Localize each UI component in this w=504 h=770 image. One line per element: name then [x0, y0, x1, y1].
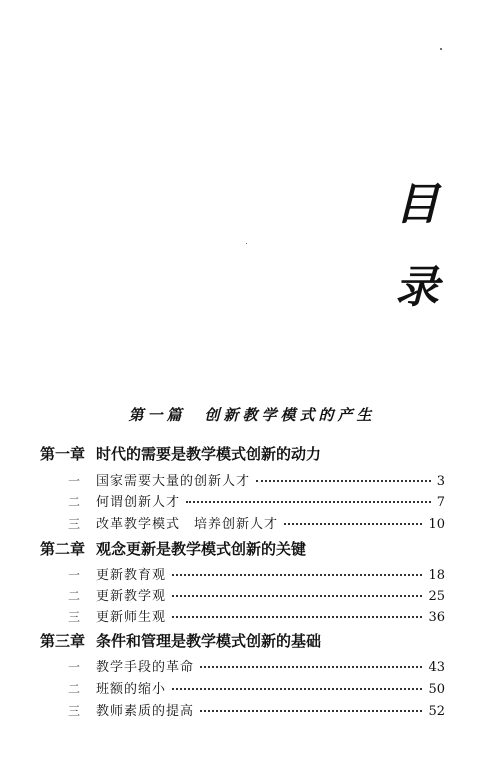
- entry-page-number: 43: [428, 660, 445, 675]
- scan-speck: [246, 243, 247, 244]
- chapter-title: 观念更新是教学模式创新的关键: [96, 540, 307, 558]
- dot-leader: [172, 616, 422, 618]
- dot-leader: [200, 666, 422, 668]
- entry-text: 何谓创新人才: [96, 495, 181, 510]
- dot-leader: [256, 480, 431, 482]
- toc-entry[interactable]: [68, 513, 445, 532]
- dot-leader: [172, 688, 422, 690]
- entry-text: 教学手段的革命: [96, 660, 195, 675]
- entry-page-number: 25: [428, 589, 445, 604]
- toc-entry[interactable]: [68, 564, 445, 583]
- dot-leader: [172, 595, 422, 597]
- chapter-number: 第二章: [40, 540, 86, 558]
- page-title-char-1: 目: [395, 179, 439, 230]
- entry-text: 更新师生观: [96, 610, 167, 625]
- scan-speck: [440, 48, 442, 50]
- entry-page-number: 36: [428, 610, 445, 625]
- toc-entry[interactable]: [68, 470, 445, 489]
- entry-number: 一: [68, 660, 81, 674]
- toc-entry[interactable]: [68, 585, 445, 604]
- entry-number: 一: [68, 568, 81, 582]
- entry-page-number: 52: [428, 704, 445, 719]
- dot-leader: [172, 574, 422, 576]
- entry-number: 三: [68, 517, 81, 531]
- dot-leader: [186, 501, 431, 503]
- part-title: 第一篇 创新教学模式的产生: [128, 406, 376, 424]
- entry-text: 改革教学模式 培养创新人才: [96, 517, 279, 532]
- chapter-title: 条件和管理是教学模式创新的基础: [96, 632, 322, 650]
- chapter-title: 时代的需要是教学模式创新的动力: [96, 445, 322, 463]
- entry-text: 国家需要大量的创新人才: [96, 474, 251, 489]
- chapter-heading[interactable]: [40, 630, 460, 651]
- entry-page-number: 18: [428, 568, 445, 583]
- entry-text: 更新教学观: [96, 589, 167, 604]
- page-title-char-2: 录: [395, 262, 439, 313]
- entry-page-number: 7: [436, 495, 445, 510]
- toc-entry[interactable]: [68, 678, 445, 697]
- entry-number: 二: [68, 682, 81, 696]
- toc-entry[interactable]: [68, 700, 445, 719]
- toc-entry[interactable]: [68, 656, 445, 675]
- dot-leader: [284, 523, 422, 525]
- entry-text: 班额的缩小: [96, 682, 167, 697]
- entry-number: 三: [68, 704, 81, 718]
- entry-number: 二: [68, 589, 81, 603]
- entry-page-number: 50: [428, 682, 445, 697]
- entry-page-number: 10: [428, 517, 445, 532]
- chapter-number: 第三章: [40, 632, 86, 650]
- entry-text: 更新教育观: [96, 568, 167, 583]
- entry-number: 三: [68, 610, 81, 624]
- entry-number: 二: [68, 495, 81, 509]
- toc-entry[interactable]: [68, 491, 445, 510]
- dot-leader: [200, 710, 422, 712]
- entry-text: 教师素质的提高: [96, 704, 195, 719]
- entry-number: 一: [68, 474, 81, 488]
- chapter-number: 第一章: [40, 445, 86, 463]
- chapter-heading[interactable]: [40, 538, 460, 559]
- entry-page-number: 3: [436, 474, 445, 489]
- chapter-heading[interactable]: [40, 443, 460, 464]
- toc-entry[interactable]: [68, 606, 445, 625]
